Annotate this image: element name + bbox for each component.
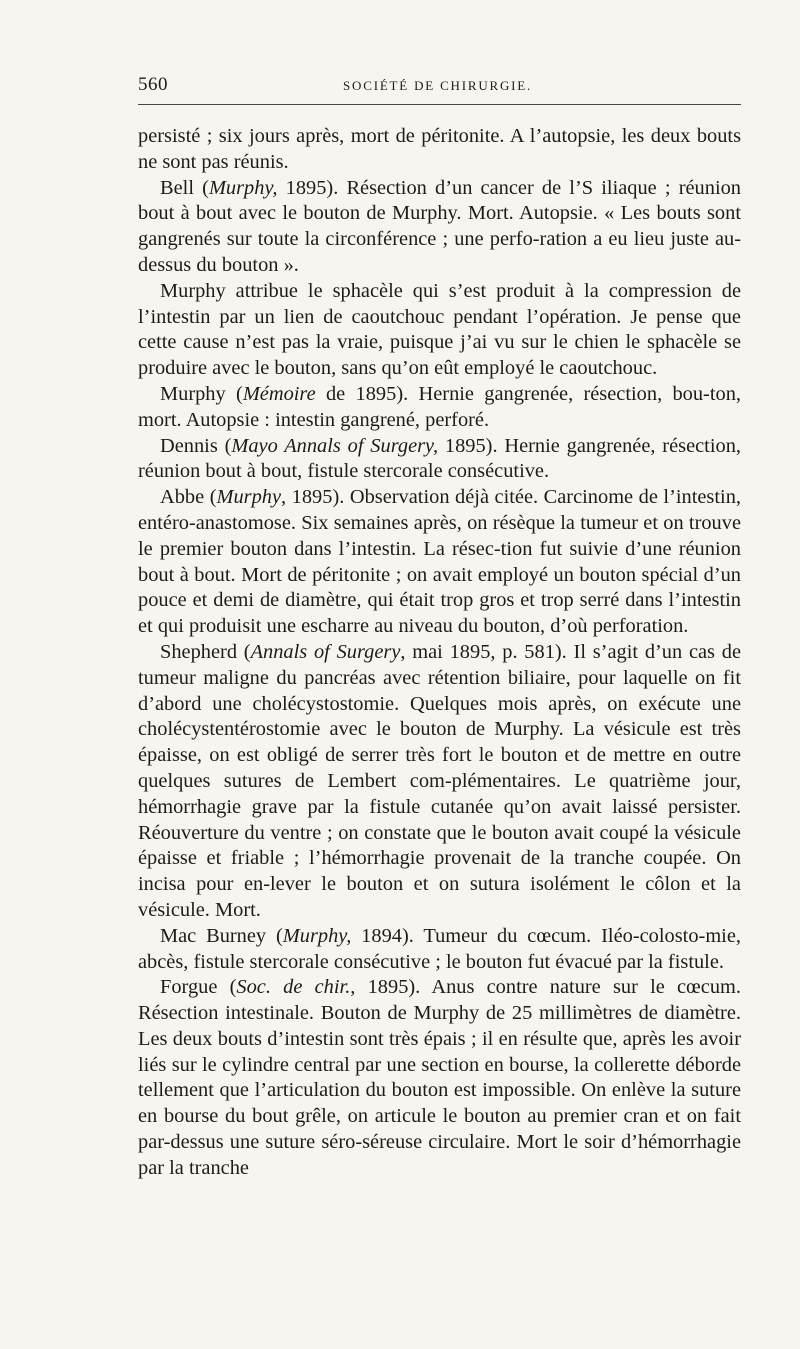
text-run: , 1895). Anus contre nature sur le cœcum. Résection intestinale. Bouton de Murphy de 25 millimètres de diamètre. Les deux bouts d’intestin sont très épais ; il en résulte que, après les avoir liés sur le cylindre central par une section en bourse, la collerette déborde tellement que l’articulation du bouton est impossible. On enlève la suture en bourse du bout grêle, on articule le bouton au premier cran et on fait par-dessus une suture séro-séreuse circulaire. Mort le soir d’hémorrhagie par la tranche <box>138 976 741 1179</box>
paragraph <box>138 485 741 640</box>
paragraph <box>138 382 741 434</box>
text-run: 1894). Tumeur du cœcum. Iléo-colosto-mie, abcès, fistule stercorale consécutive ; le bouton fut évacué par la fistule. <box>138 924 741 973</box>
citation-italic: Mayo Annals of Surgery, <box>231 434 439 457</box>
citation-italic: Soc. de chir. <box>236 976 351 999</box>
citation-italic: Mémoire <box>242 382 316 405</box>
text-run: persisté ; six jours après, mort de péritonite. A l’autopsie, les deux bouts ne sont pas réunis. <box>138 125 741 173</box>
text-run: , mai 1895, p. 581). Il s’agit d’un cas de tumeur maligne du pancréas avec rétention biliaire, pour laquelle on fit d’abord une cholécystostomie. Quelques mois après, on exécute une cholécystentérostomie avec le bouton de Murphy. La vésicule est très épaisse, on est obligé de serrer très fort le bouton et de mettre en outre quelques sutures de Lembert com-plémentaires. Le quatrième jour, hémorrhagie grave par la fistule cutanée qu’on avait laissé persister. Réouverture du ventre ; on constate que le bouton avait coupé la vésicule épaisse et friable ; l’hémorrhagie provenait de la tranche coupée. On incisa pour en-lever le bouton et on sutura isolément le côlon et la vésicule. Mort. <box>138 640 741 921</box>
text-run: Shepherd ( <box>160 640 251 663</box>
paragraph <box>138 124 741 176</box>
page-number: 560 <box>138 74 168 95</box>
text-run: , 1895). Observation déjà citée. Carcinome de l’intestin, entéro-anastomose. Six semaines après, on résèque la tumeur et on trouve le premier bouton dans l’intestin. La résec-tion fut suivie d’une réunion bout à bout. Mort de péritonite ; on avait employé un bouton spécial d’un pouce et demi de diamètre, qui était trop gros et trop serré dans l’intestin et qui produisit une escharre au niveau du bouton, d’où perforation. <box>138 486 741 638</box>
text-run: 1895). Hernie gangrenée, résection, réunion bout à bout, fistule stercorale consécutive. <box>138 434 741 483</box>
body-text <box>138 124 741 1182</box>
citation-italic: Murphy, <box>282 924 352 947</box>
header-rule <box>138 104 741 105</box>
citation-italic: Murphy, <box>208 176 278 199</box>
text-run: Murphy attribue le sphacèle qui s’est produit à la compression de l’intestin par un lien de caoutchouc pendant l’opération. Je pense que cette cause n’est pas la vraie, puisque j’ai vu sur le chien le sphacèle se produire avec le bouton, sans qu’on eût employé le caoutchouc. <box>138 279 741 380</box>
paragraph <box>138 640 741 924</box>
text-run: Murphy ( <box>160 382 243 405</box>
paragraph <box>138 975 741 1181</box>
paragraph <box>138 279 741 382</box>
citation-italic: Murphy <box>216 486 282 509</box>
paragraph <box>138 434 741 486</box>
page-header <box>138 72 741 100</box>
text-run: Mac Burney ( <box>160 924 283 947</box>
text-run: Forgue ( <box>160 976 237 999</box>
text-run: Dennis ( <box>160 434 232 457</box>
text-run: Bell ( <box>160 176 209 199</box>
text-run: de 1895). Hernie gangrenée, résection, bou-ton, mort. Autopsie : intestin gangrené, perforé. <box>138 382 742 431</box>
text-run: 1895). Résection d’un cancer de l’S iliaque ; réunion bout à bout avec le bouton de Murphy. Mort. Autopsie. « Les bouts sont gangrenés sur toute la circonférence ; une perfo-ration a eu lieu juste au-dessus du bouton ». <box>138 176 742 276</box>
paragraph <box>138 924 741 976</box>
paragraph <box>138 176 741 279</box>
running-head: SOCIÉTÉ DE CHIRURGIE. <box>343 78 533 93</box>
citation-italic: Annals of Surgery <box>250 640 401 663</box>
text-run: Abbe ( <box>160 486 217 509</box>
